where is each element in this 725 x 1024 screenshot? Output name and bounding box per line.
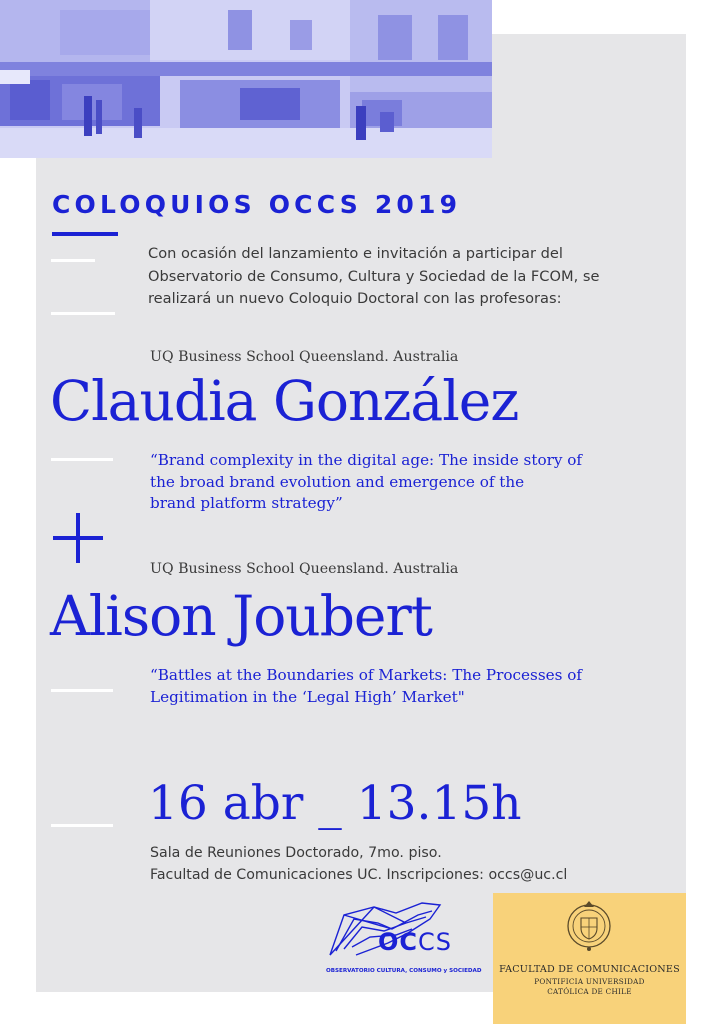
intro-text [148,243,648,311]
dash-divider [51,824,113,827]
talk-title [150,450,582,515]
talk-title-line: brand platform strategy” [150,494,343,512]
venue-line: Sala de Reuniones Doctorado, 7mo. piso. [150,845,442,861]
speaker-affiliation: UQ Business School Queensland. Australia [150,349,459,365]
uc-university-name: CATÓLICA DE CHILE [547,987,632,996]
speaker-name: Claudia González [50,369,519,433]
talk-title-line: Legitimation in the ‘Legal High’ Market" [150,687,465,706]
speaker-affiliation: UQ Business School Queensland. Australia [150,561,459,577]
occs-wordmark [378,930,452,954]
talk-title-line: “Brand complexity in the digital age: The inside story of [150,451,583,469]
dash-divider [51,458,113,461]
talk-title [150,665,582,708]
occs-wordmark-light: CS [418,928,453,956]
event-venue [150,842,567,886]
plus-icon [53,513,103,563]
uc-logo-block [493,893,686,1024]
poster-title: COLOQUIOS OCCS 2019 [52,190,462,219]
talk-title-line: the broad brand evolution and emergence of the [150,472,525,491]
event-date-time: 16 abr _ 13.15h [148,776,522,831]
uc-faculty-name: FACULTAD DE COMUNICACIONES [499,964,680,975]
street-photo [0,0,492,158]
speaker-name: Alison Joubert [50,584,432,648]
dash-divider [51,312,115,315]
occs-tagline: OBSERVATORIO CULTURA, CONSUMO y SOCIEDAD [326,968,482,974]
dash-divider [51,689,113,692]
occs-wordmark-bold: OC [378,928,419,956]
title-underline [52,232,118,236]
intro-line: realizará un nuevo Coloquio Doctoral con las profesoras: [148,290,562,307]
venue-line: Facultad de Comunicaciones UC. Inscripciones: occs@uc.cl [150,867,568,883]
intro-line: Con ocasión del lanzamiento e invitación a participar del [148,245,563,262]
uc-seal-icon [566,898,612,954]
talk-title-line: “Battles at the Boundaries of Markets: The Processes of [150,666,583,684]
intro-line: Observatorio de Consumo, Cultura y Sociedad de la FCOM, se [148,267,600,285]
uc-university-name: PONTIFICIA UNIVERSIDAD [534,977,645,986]
dash-divider [51,259,95,262]
